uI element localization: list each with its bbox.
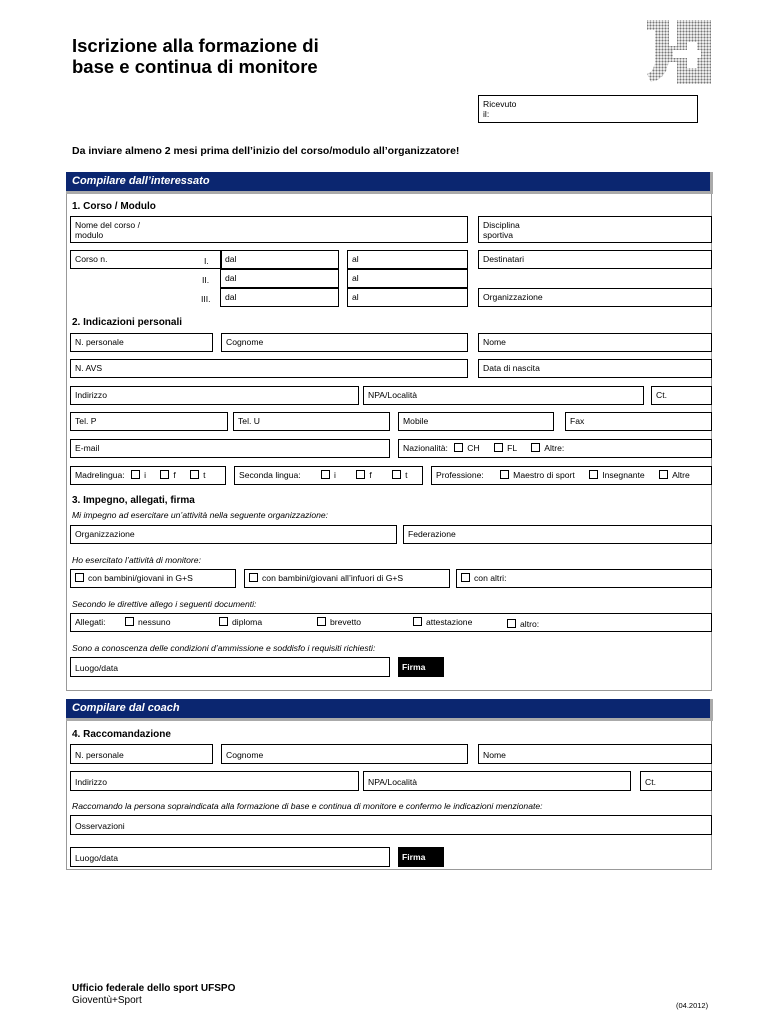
mobile-field[interactable]: Mobile: [398, 412, 554, 431]
title-line-2: base e continua di monitore: [72, 56, 318, 77]
footer-version: (04.2012): [676, 1001, 709, 1010]
professione-label: Professione:: [436, 470, 484, 480]
al-field-3[interactable]: al: [347, 288, 468, 307]
nome-field[interactable]: Nome: [478, 333, 712, 352]
checkbox-nessuno[interactable]: nessuno: [125, 617, 171, 627]
organizzazione-impegno-field[interactable]: Organizzazione: [70, 525, 397, 544]
n-avs-field[interactable]: N. AVS: [70, 359, 468, 378]
coach-indirizzo-field[interactable]: Indirizzo: [70, 771, 359, 791]
indirizzo-field[interactable]: Indirizzo: [70, 386, 359, 405]
checkbox-fl[interactable]: FL: [494, 443, 517, 453]
footer-office: Ufficio federale dello sport UFSPO: [72, 983, 236, 994]
coach-luogo-data-field[interactable]: Luogo/data: [70, 847, 390, 867]
row-label-3: III.: [201, 294, 211, 304]
email-field[interactable]: E-mail: [70, 439, 390, 458]
seconda-f-checkbox[interactable]: f: [356, 470, 371, 480]
coach-cognome-field[interactable]: Cognome: [221, 744, 468, 764]
nome-corso-field[interactable]: Nome del corso / modulo: [70, 216, 468, 243]
madrelingua-i-checkbox[interactable]: i: [131, 470, 146, 480]
seconda-i-checkbox[interactable]: i: [321, 470, 336, 480]
madrelingua-f-checkbox[interactable]: f: [160, 470, 175, 480]
ricevuto-field[interactable]: Ricevuto il:: [478, 95, 698, 123]
row-label-2: II.: [202, 275, 210, 285]
organizzazione-field[interactable]: Organizzazione: [478, 288, 712, 307]
section-4-heading: 4. Raccomandazione: [72, 729, 171, 740]
n-personale-field[interactable]: N. personale: [70, 333, 213, 352]
cognome-field[interactable]: Cognome: [221, 333, 468, 352]
coach-nome-field[interactable]: Nome: [478, 744, 712, 764]
bambini-gs-option[interactable]: con bambini/giovani in G+S: [70, 569, 236, 588]
npa-field[interactable]: NPA/Località: [363, 386, 644, 405]
checkbox-insegnante[interactable]: Insegnante: [589, 470, 645, 480]
seconda-lingua-label: Seconda lingua:: [239, 470, 301, 480]
federazione-field[interactable]: Federazione: [403, 525, 712, 544]
bambini-fuori-option[interactable]: con bambini/giovani all’infuori di G+S: [244, 569, 450, 588]
conoscenza-text: Sono a conoscenza delle condizioni d’ammissione e soddisfo i requisiti richiesti:: [72, 643, 376, 653]
professione-group: [431, 466, 712, 485]
dal-field-3[interactable]: dal: [220, 288, 339, 307]
tel-u-field[interactable]: Tel. U: [233, 412, 390, 431]
corso-n-field[interactable]: Corso n.: [70, 250, 222, 269]
madrelingua-group: [70, 466, 226, 485]
allegati-group: [70, 613, 712, 632]
section-coach-bar: Compilare dal coach: [66, 699, 713, 721]
checkbox-brevetto[interactable]: brevetto: [317, 617, 361, 627]
direttive-text: Secondo le direttive allego i seguenti documenti:: [72, 599, 257, 609]
disciplina-field[interactable]: Disciplina sportiva: [478, 216, 712, 243]
seconda-lingua-group: [234, 466, 423, 485]
row-label-1: I.: [204, 256, 209, 266]
con-altri-option[interactable]: con altri:: [456, 569, 712, 588]
coach-n-personale-field[interactable]: N. personale: [70, 744, 213, 764]
checkbox-ch[interactable]: CH: [454, 443, 479, 453]
checkbox-altre[interactable]: Altre:: [531, 443, 564, 453]
impegno-text: Mi impegno ad esercitare un’attività nella seguente organizzazione:: [72, 510, 329, 520]
dal-field-2[interactable]: dal: [220, 269, 339, 288]
title-line-1: Iscrizione alla formazione di: [72, 35, 319, 56]
section-interessato-bar: Compilare dall’interessato: [66, 172, 713, 194]
ho-esercitato-text: Ho esercitato l’attività di monitore:: [72, 555, 201, 565]
tel-p-field[interactable]: Tel. P: [70, 412, 228, 431]
page-title: [72, 35, 319, 77]
section-3-heading: 3. Impegno, allegati, firma: [72, 495, 195, 506]
nazionalita-group: [398, 439, 712, 458]
seconda-t-checkbox[interactable]: t: [392, 470, 407, 480]
section-1-heading: 1. Corso / Modulo: [72, 201, 156, 212]
al-field-2[interactable]: al: [347, 269, 468, 288]
madrelingua-t-checkbox[interactable]: t: [190, 470, 205, 480]
coach-firma-field[interactable]: Firma: [398, 847, 444, 867]
osservazioni-field[interactable]: Osservazioni: [70, 815, 712, 835]
firma-field[interactable]: Firma: [398, 657, 444, 677]
checkbox-diploma[interactable]: diploma: [219, 617, 262, 627]
checkbox-altre-prof[interactable]: Altre: [659, 470, 690, 480]
al-field-1[interactable]: al: [347, 250, 468, 269]
madrelingua-label: Madrelingua:: [75, 470, 125, 480]
section-2-heading: 2. Indicazioni personali: [72, 317, 183, 328]
ct-field[interactable]: Ct.: [651, 386, 712, 405]
send-notice: Da inviare almeno 2 mesi prima dell’inizio del corso/modulo all’organizzatore!: [72, 145, 460, 157]
luogo-data-field[interactable]: Luogo/data: [70, 657, 390, 677]
checkbox-altro[interactable]: altro:: [507, 619, 539, 629]
dal-field-1[interactable]: dal: [220, 250, 339, 269]
js-logo-icon: [643, 18, 715, 86]
checkbox-attestazione[interactable]: attestazione: [413, 617, 472, 627]
footer-program: Gioventù+Sport: [72, 995, 142, 1006]
checkbox-maestro[interactable]: Maestro di sport: [500, 470, 575, 480]
fax-field[interactable]: Fax: [565, 412, 712, 431]
coach-ct-field[interactable]: Ct.: [640, 771, 712, 791]
data-nascita-field[interactable]: Data di nascita: [478, 359, 712, 378]
allegati-label: Allegati:: [75, 617, 106, 627]
destinatari-field[interactable]: Destinatari: [478, 250, 712, 269]
raccomando-text: Raccomando la persona sopraindicata alla formazione di base e continua di monitore e confermo le indicazioni menzionate:: [72, 801, 543, 811]
coach-npa-field[interactable]: NPA/Località: [363, 771, 631, 791]
nazionalita-label: Nazionalità:: [403, 443, 448, 453]
